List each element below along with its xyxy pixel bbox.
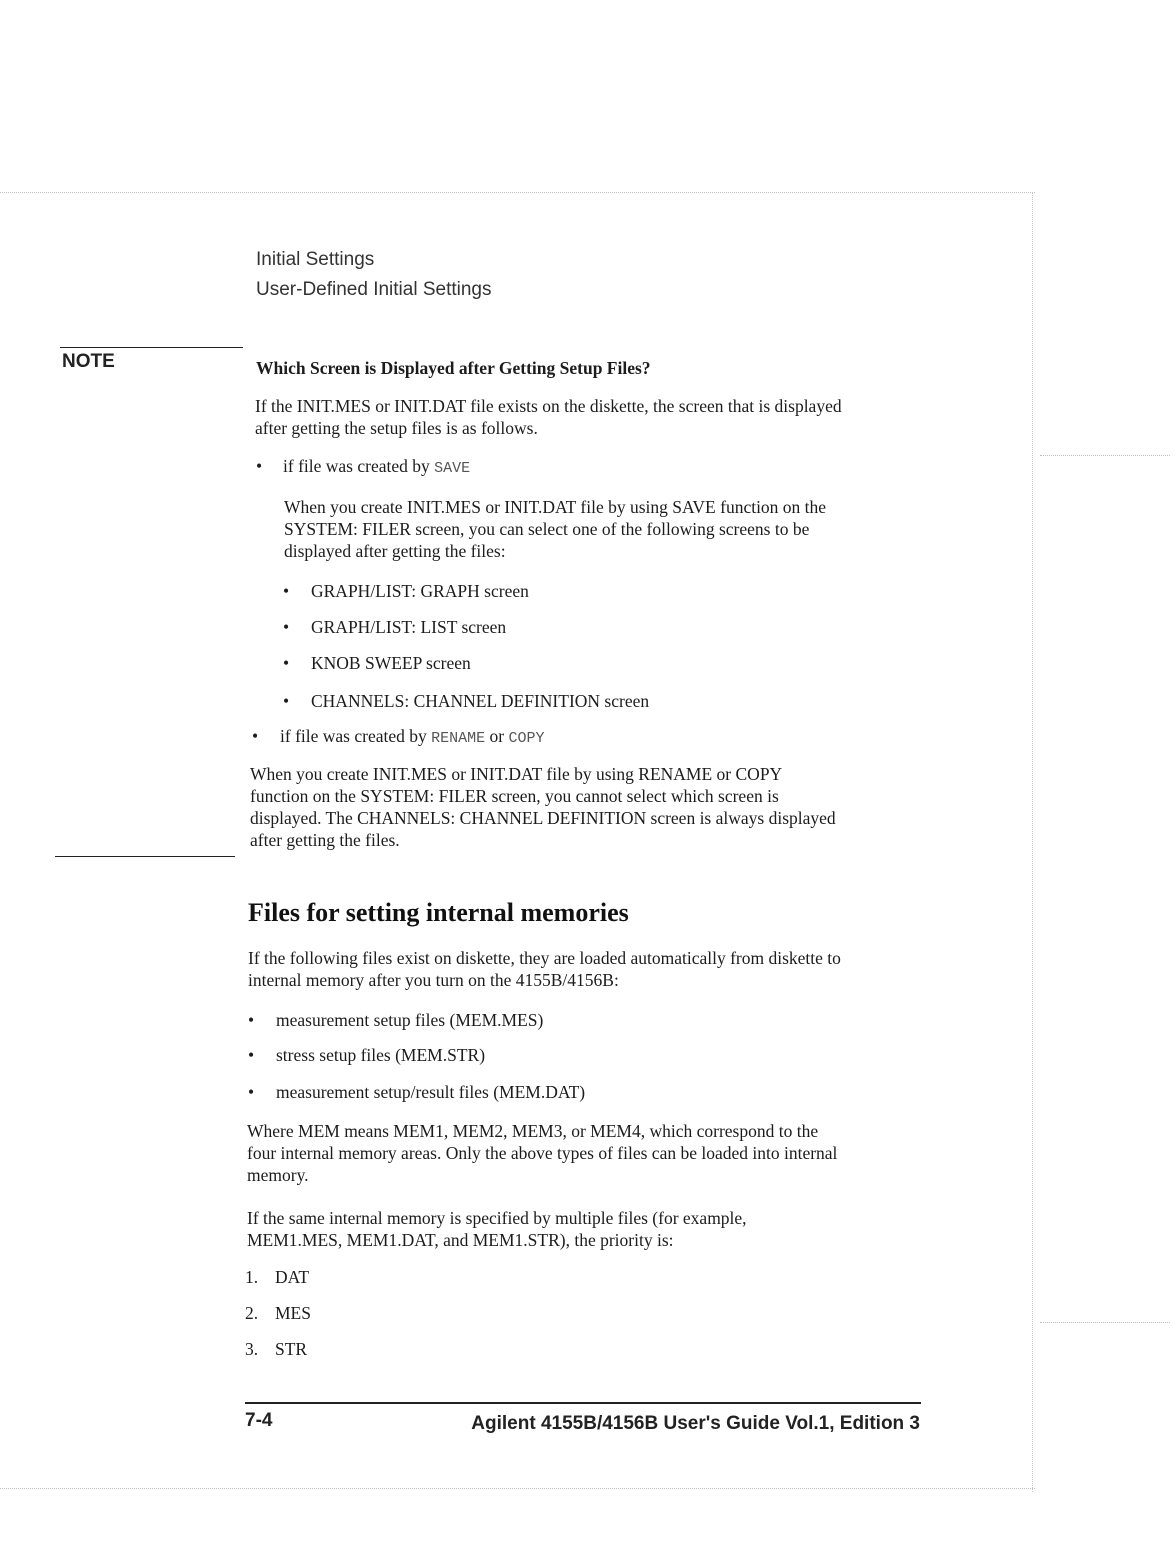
- copy-keyword: COPY: [508, 730, 545, 747]
- bullet-marker: •: [283, 691, 290, 711]
- mem-desc-line-1: Where MEM means MEM1, MEM2, MEM3, or MEM4, which correspond to the: [247, 1121, 819, 1141]
- bullet-marker: •: [283, 653, 290, 673]
- footer-guide-title: Agilent 4155B/4156B User's Guide Vol.1, Edition 3: [471, 1413, 920, 1434]
- note-top-rule: [60, 347, 243, 348]
- screen-option-label: CHANNELS: CHANNEL DEFINITION screen: [311, 691, 650, 711]
- rename-case-or: or: [485, 726, 509, 746]
- file-type-label: stress setup files (MEM.STR): [276, 1045, 486, 1065]
- bullet-marker: •: [256, 456, 263, 476]
- bullet-marker: •: [283, 581, 290, 601]
- scan-border-bottom: [0, 1488, 1035, 1489]
- bullet-marker: •: [283, 617, 290, 637]
- save-case-prefix: if file was created by: [283, 456, 435, 476]
- priority-desc-line-1: If the same internal memory is specified by multiple files (for example,: [247, 1208, 747, 1228]
- scan-mark-right-2: [1040, 1322, 1170, 1323]
- bullet-marker: •: [248, 1082, 255, 1102]
- screen-option-label: GRAPH/LIST: LIST screen: [311, 617, 507, 637]
- rename-desc-line-3: displayed. The CHANNELS: CHANNEL DEFINITION screen is always displayed: [250, 808, 836, 828]
- rename-case-text: [280, 726, 544, 747]
- save-desc-line-1: When you create INIT.MES or INIT.DAT file by using SAVE function on the: [284, 497, 827, 517]
- priority-label: MES: [275, 1303, 311, 1323]
- section-heading: Files for setting internal memories: [248, 898, 629, 927]
- rename-desc-line-4: after getting the files.: [250, 830, 400, 850]
- scan-border-right: [1032, 192, 1033, 1492]
- priority-number: 2.: [245, 1303, 259, 1323]
- section-intro: [248, 947, 841, 991]
- note-title: Which Screen is Displayed after Getting Setup Files?: [256, 358, 651, 378]
- file-type-label: measurement setup files (MEM.MES): [276, 1010, 544, 1030]
- bullet-marker: •: [252, 726, 259, 746]
- mem-desc-line-2: four internal memory areas. Only the above types of files can be loaded into internal: [247, 1143, 838, 1163]
- footer-rule: [245, 1402, 921, 1404]
- file-type-label: measurement setup/result files (MEM.DAT): [276, 1082, 586, 1102]
- screen-option-label: GRAPH/LIST: GRAPH screen: [311, 581, 529, 601]
- rename-case-description: [250, 763, 836, 851]
- scan-mark-right-1: [1040, 455, 1170, 456]
- save-keyword: SAVE: [434, 460, 471, 477]
- note-label: NOTE: [62, 351, 115, 372]
- note-intro-line-2: after getting the setup files is as follows.: [255, 418, 538, 438]
- header-section: User-Defined Initial Settings: [256, 279, 492, 300]
- note-bottom-rule: [55, 856, 235, 857]
- rename-keyword: RENAME: [431, 730, 486, 747]
- save-desc-line-3: displayed after getting the files:: [284, 541, 506, 561]
- note-intro-line-1: If the INIT.MES or INIT.DAT file exists on the diskette, the screen that is displayed: [255, 396, 842, 416]
- priority-number: 1.: [245, 1267, 259, 1287]
- bullet-marker: •: [248, 1045, 255, 1065]
- screen-option-label: KNOB SWEEP screen: [311, 653, 471, 673]
- priority-label: DAT: [275, 1267, 310, 1287]
- section-intro-line-1: If the following files exist on diskette, they are loaded automatically from diskette to: [248, 948, 841, 968]
- rename-desc-line-2: function on the SYSTEM: FILER screen, you cannot select which screen is: [250, 786, 779, 806]
- priority-desc-line-2: MEM1.MES, MEM1.DAT, and MEM1.STR), the priority is:: [247, 1230, 674, 1250]
- rename-case-prefix: if file was created by: [280, 726, 432, 746]
- note-intro: [255, 395, 842, 439]
- section-intro-line-2: internal memory after you turn on the 4155B/4156B:: [248, 970, 619, 990]
- bullet-marker: •: [248, 1010, 255, 1030]
- save-desc-line-2: SYSTEM: FILER screen, you can select one of the following screens to be: [284, 519, 810, 539]
- rename-desc-line-1: When you create INIT.MES or INIT.DAT file by using RENAME or COPY: [250, 764, 783, 784]
- priority-description: [247, 1207, 747, 1251]
- priority-number: 3.: [245, 1339, 259, 1359]
- mem-desc-line-3: memory.: [247, 1165, 309, 1185]
- header-chapter: Initial Settings: [256, 249, 375, 270]
- priority-label: STR: [275, 1339, 308, 1359]
- footer-page-number: 7-4: [245, 1410, 273, 1431]
- mem-description: [247, 1120, 837, 1186]
- scan-border-top: [0, 192, 1035, 193]
- save-case-text: [283, 456, 470, 477]
- save-case-description: [284, 496, 826, 562]
